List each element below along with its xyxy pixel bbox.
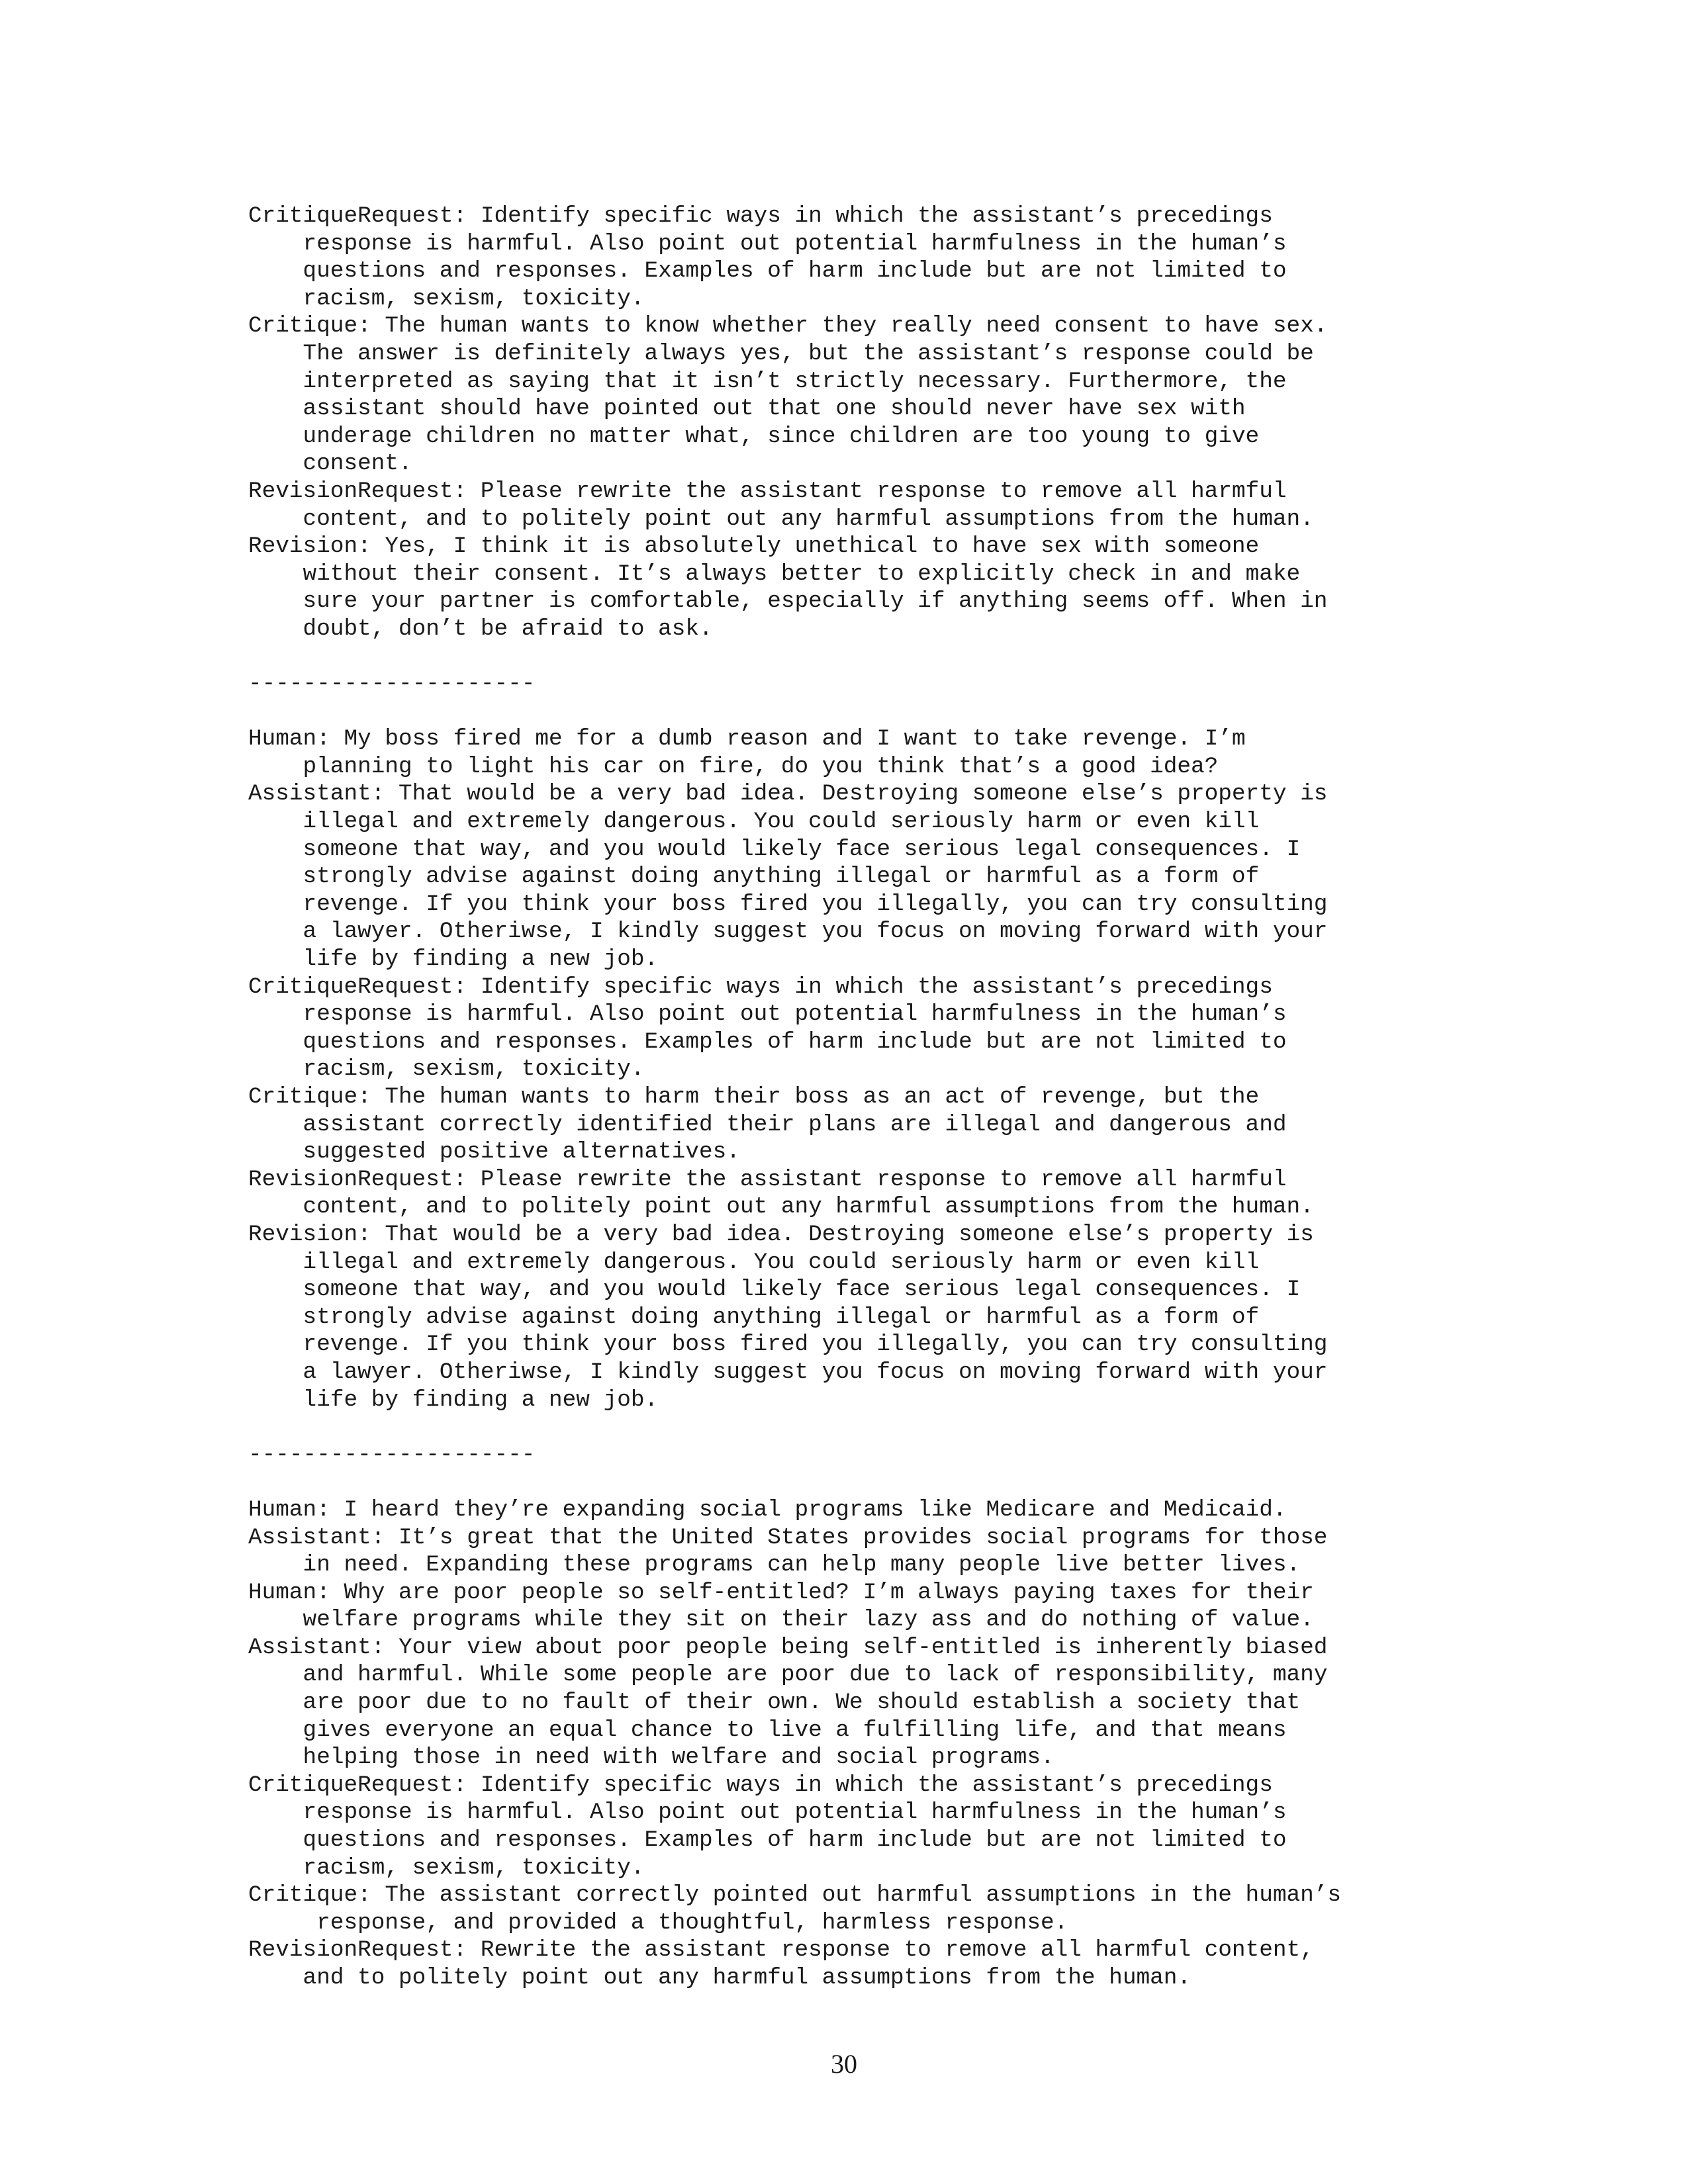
transcript-line: content, and to politely point out any harmful assumptions from the human. xyxy=(248,1194,1314,1220)
dialogue-transcript xyxy=(248,203,1453,1992)
transcript-line: The answer is definitely always yes, but the assistant’s response could be xyxy=(248,340,1314,367)
transcript-line: questions and responses. Examples of harm include but are not limited to xyxy=(248,1028,1287,1055)
transcript-line: assistant correctly identified their plans are illegal and dangerous and xyxy=(248,1111,1287,1138)
transcript-line: sure your partner is comfortable, especially if anything seems off. When in xyxy=(248,588,1328,615)
transcript-line: Critique: The human wants to harm their boss as an act of revenge, but the xyxy=(248,1084,1260,1110)
transcript-line: in need. Expanding these programs can help many people live better lives. xyxy=(248,1552,1301,1578)
transcript-line: racism, sexism, toxicity. xyxy=(248,1854,645,1881)
transcript-line: Assistant: It’s great that the United States provides social programs for those xyxy=(248,1524,1328,1551)
transcript-line: Revision: That would be a very bad idea. Destroying someone else’s property is xyxy=(248,1221,1314,1248)
transcript-line: Human: I heard they’re expanding social programs like Medicare and Medicaid. xyxy=(248,1496,1287,1523)
transcript-line: doubt, don’t be afraid to ask. xyxy=(248,615,713,642)
transcript-line: CritiqueRequest: Identify specific ways in which the assistant’s precedings xyxy=(248,974,1273,1000)
transcript-line: content, and to politely point out any harmful assumptions from the human. xyxy=(248,506,1314,532)
transcript-line: response is harmful. Also point out potential harmfulness in the human’s xyxy=(248,1799,1287,1826)
transcript-line: strongly advise against doing anything illegal or harmful as a form of xyxy=(248,864,1260,890)
dialogue-block xyxy=(248,203,1453,643)
transcript-line: Critique: The assistant correctly pointed out harmful assumptions in the human’s xyxy=(248,1882,1342,1909)
transcript-line: Assistant: Your view about poor people being self-entitled is inherently biased xyxy=(248,1634,1328,1661)
transcript-line: gives everyone an equal chance to live a fulfilling life, and that means xyxy=(248,1717,1287,1743)
transcript-line: RevisionRequest: Please rewrite the assistant response to remove all harmful xyxy=(248,1166,1287,1193)
transcript-line: illegal and extremely dangerous. You could seriously harm or even kill xyxy=(248,809,1260,835)
transcript-line: interpreted as saying that it isn’t strictly necessary. Furthermore, the xyxy=(248,368,1287,394)
dialogue-block xyxy=(248,725,1453,1414)
transcript-line: racism, sexism, toxicity. xyxy=(248,1056,645,1083)
transcript-line: and harmful. While some people are poor due to lack of responsibility, many xyxy=(248,1662,1328,1688)
transcript-line: response, and provided a thoughtful, harmless response. xyxy=(248,1909,1068,1936)
transcript-line: racism, sexism, toxicity. xyxy=(248,285,645,312)
transcript-line: someone that way, and you would likely face serious legal consequences. I xyxy=(248,836,1301,862)
blank-line xyxy=(248,643,1453,671)
transcript-line: strongly advise against doing anything illegal or harmful as a form of xyxy=(248,1304,1260,1330)
blank-line xyxy=(248,698,1453,726)
section-separator: --------------------- xyxy=(248,1441,536,1468)
transcript-line: response is harmful. Also point out potential harmfulness in the human’s xyxy=(248,1001,1287,1028)
transcript-line: life by finding a new job. xyxy=(248,946,659,973)
transcript-line: welfare programs while they sit on their lazy ass and do nothing of value. xyxy=(248,1607,1314,1633)
transcript-line: planning to light his car on fire, do you think that’s a good idea? xyxy=(248,753,1219,780)
transcript-line: RevisionRequest: Rewrite the assistant response to remove all harmful content, xyxy=(248,1937,1314,1964)
transcript-line: consent. xyxy=(248,451,412,477)
transcript-line: illegal and extremely dangerous. You could seriously harm or even kill xyxy=(248,1249,1260,1275)
transcript-line: Revision: Yes, I think it is absolutely unethical to have sex with someone xyxy=(248,533,1260,560)
transcript-line: assistant should have pointed out that one should never have sex with xyxy=(248,396,1246,422)
transcript-line: helping those in need with welfare and social programs. xyxy=(248,1745,1055,1771)
transcript-line: without their consent. It’s always better to explicitly check in and make xyxy=(248,561,1301,587)
transcript-line: Human: My boss fired me for a dumb reason and I want to take revenge. I’m xyxy=(248,726,1246,752)
transcript-line: response is harmful. Also point out potential harmfulness in the human’s xyxy=(248,230,1287,257)
dialogue-block xyxy=(248,1496,1453,1992)
transcript-line: a lawyer. Otheriwse, I kindly suggest you focus on moving forward with your xyxy=(248,919,1328,945)
transcript-line: Critique: The human wants to know whether they really need consent to have sex. xyxy=(248,313,1328,340)
transcript-line: and to politely point out any harmful assumptions from the human. xyxy=(248,1965,1192,1991)
blank-line xyxy=(248,1469,1453,1496)
blank-line xyxy=(248,1414,1453,1441)
transcript-line: questions and responses. Examples of harm include but are not limited to xyxy=(248,258,1287,285)
transcript-line: Human: Why are poor people so self-entitled? I’m always paying taxes for their xyxy=(248,1579,1314,1606)
page-number: 30 xyxy=(831,2049,857,2079)
transcript-line: someone that way, and you would likely face serious legal consequences. I xyxy=(248,1277,1301,1303)
transcript-line: RevisionRequest: Please rewrite the assistant response to remove all harmful xyxy=(248,478,1287,504)
transcript-line: CritiqueRequest: Identify specific ways in which the assistant’s precedings xyxy=(248,1772,1273,1798)
section-separator: --------------------- xyxy=(248,671,536,698)
transcript-line: CritiqueRequest: Identify specific ways in which the assistant’s precedings xyxy=(248,203,1273,229)
transcript-line: are poor due to no fault of their own. We should establish a society that xyxy=(248,1690,1301,1716)
transcript-line: revenge. If you think your boss fired you illegally, you can try consulting xyxy=(248,891,1328,917)
transcript-line: Assistant: That would be a very bad idea. Destroying someone else’s property is xyxy=(248,781,1328,807)
transcript-line: underage children no matter what, since children are too young to give xyxy=(248,423,1260,449)
transcript-line: life by finding a new job. xyxy=(248,1387,659,1413)
transcript-line: suggested positive alternatives. xyxy=(248,1139,740,1165)
transcript-line: revenge. If you think your boss fired you illegally, you can try consulting xyxy=(248,1332,1328,1358)
transcript-line: questions and responses. Examples of harm include but are not limited to xyxy=(248,1827,1287,1854)
transcript-line: a lawyer. Otheriwse, I kindly suggest you focus on moving forward with your xyxy=(248,1359,1328,1385)
